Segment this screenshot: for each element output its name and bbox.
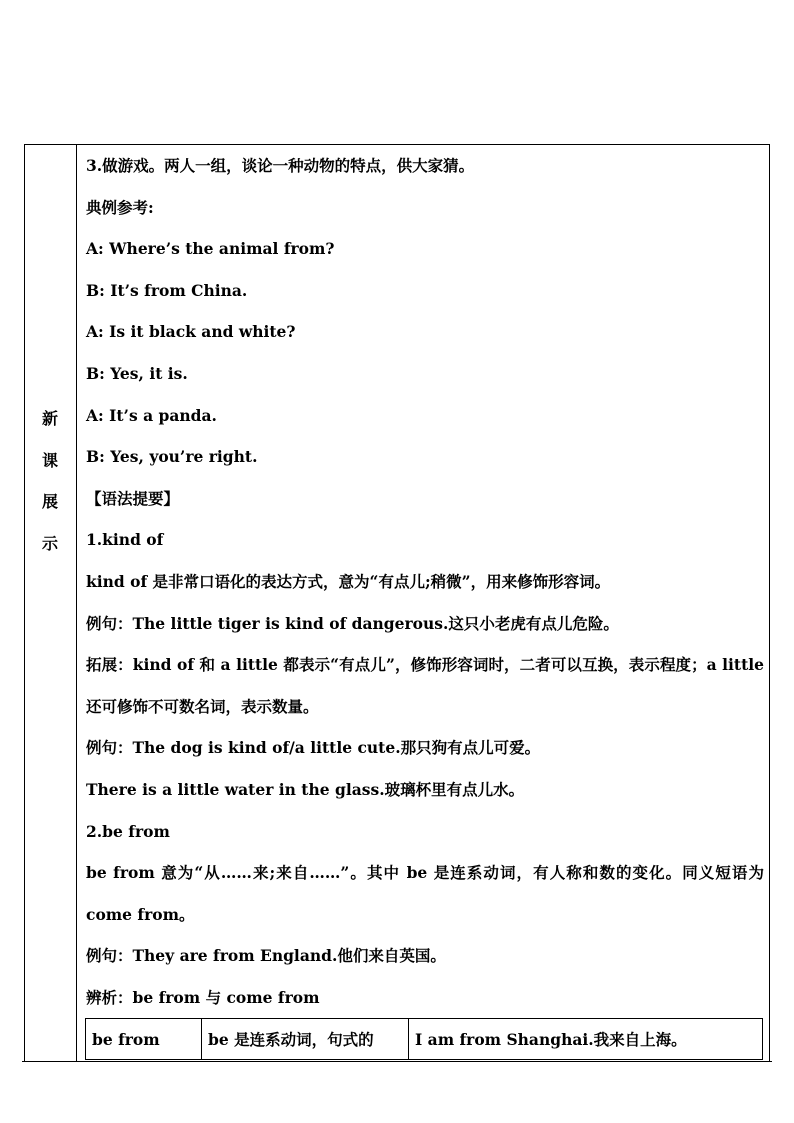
lesson-content: [86, 145, 764, 1018]
section-label: [24, 398, 76, 564]
section-label-char: 示: [41, 533, 58, 553]
comparison-heading: 辨析：be from 与 come from: [86, 987, 320, 1007]
dialogue-line: B: Yes, you’re right.: [86, 447, 258, 467]
section-label-char: 展: [41, 492, 58, 512]
dialogue-line: A: Is it black and white?: [86, 322, 296, 342]
dialogue-line: B: Yes, it is.: [86, 363, 188, 383]
table-cell: be from: [86, 1019, 202, 1060]
column-divider: [76, 144, 77, 1062]
game-instruction: 3.做游戏。两人一组，谈论一种动物的特点，供大家猜。: [86, 156, 475, 175]
dialogue-line: B: It’s from China.: [86, 280, 248, 300]
grammar-point-title: 2.be from: [86, 821, 170, 841]
example-sentence: There is a little water in the glass.玻璃杯里有点儿水。: [86, 779, 525, 799]
dialogue-line: A: It’s a panda.: [86, 405, 217, 425]
table-cell: I am from Shanghai.我来自上海。: [409, 1019, 763, 1060]
grammar-point-title: 1.kind of: [86, 530, 164, 550]
dialogue-line: A: Where’s the animal from?: [86, 239, 335, 259]
grammar-heading: 【语法提要】: [86, 488, 180, 508]
grammar-explanation: be from 意为“从……来;来自……”。其中 be 是连系动词，有人称和数的变化。同义短语为 come from。: [86, 863, 764, 924]
example-sentence: 例句：The dog is kind of/a little cute.那只狗有点儿可爱。: [86, 738, 541, 758]
grammar-explanation: kind of 是非常口语化的表达方式，意为“有点儿;稍微”，用来修饰形容词。: [86, 571, 611, 591]
section-label-char: 新: [41, 409, 58, 428]
extension-note: 拓展：kind of 和 a little 都表示“有点儿”，修饰形容词时，二者可以互换，表示程度；a little 还可修饰不可数名词，表示数量。: [86, 655, 764, 716]
section-label-char: 课: [41, 450, 58, 470]
example-sentence: 例句：The little tiger is kind of dangerous.这只小老虎有点儿危险。: [86, 613, 619, 633]
bottom-rule: [22, 1061, 772, 1062]
example-sentence: 例句：They are from England.他们来自英国。: [86, 946, 446, 966]
table-row: [86, 1019, 763, 1060]
table-cell: be 是连系动词，句式的: [202, 1019, 409, 1060]
comparison-table: [85, 1018, 763, 1060]
example-heading: 典例参考:: [86, 197, 154, 217]
